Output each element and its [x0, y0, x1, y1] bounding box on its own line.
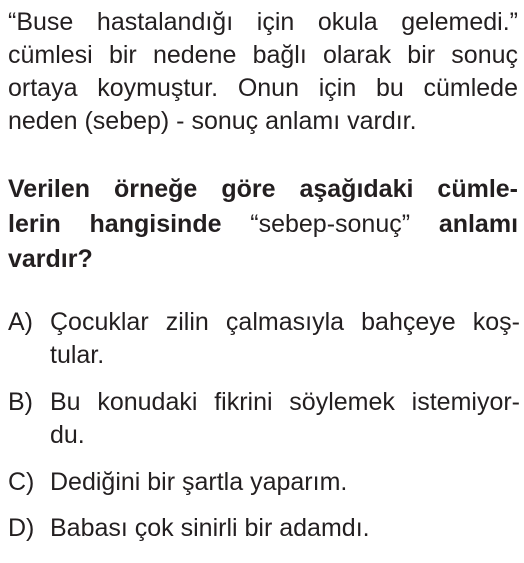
option-c[interactable] [8, 466, 520, 499]
option-line: tular. [50, 341, 105, 369]
question-bold-text: lerin hangisinde [8, 210, 222, 238]
option-letter: A) [8, 308, 33, 336]
option-a[interactable] [8, 306, 520, 372]
option-text [50, 306, 520, 372]
option-line: Babası çok sinirli bir adamdı. [50, 514, 370, 542]
option-text [50, 512, 520, 545]
option-text [50, 466, 520, 499]
option-line: Dediğini bir şartla yaparım. [50, 468, 348, 496]
question-line [8, 207, 518, 242]
question-line: Verilen örneğe göre aşağıdaki cümle- [8, 175, 518, 203]
option-letter: C) [8, 468, 35, 496]
intro-line: ortaya koymuştur. Onun için bu cümlede [8, 74, 518, 102]
option-b[interactable] [8, 386, 520, 452]
option-text [50, 386, 520, 452]
question-line: vardır? [8, 245, 93, 273]
intro-line: neden (sebep) - sonuç anlamı vardır. [8, 107, 417, 135]
intro-paragraph [8, 6, 518, 138]
option-letter: D) [8, 514, 35, 542]
intro-line: cümlesi bir nedene bağlı olarak bir sonuç [8, 41, 518, 69]
option-d[interactable] [8, 512, 520, 545]
option-line: Çocuklar zilin çalmasıyla bahçeye koş- [50, 308, 520, 336]
answer-options [8, 306, 520, 545]
question-stem [8, 172, 518, 277]
option-line: Bu konudaki fikrini söylemek istemiyor- [50, 388, 520, 416]
question-quoted-term: “sebep-sonuç” [250, 210, 411, 238]
option-letter: B) [8, 388, 33, 416]
question-bold-text: anlamı [438, 210, 519, 238]
option-line: du. [50, 421, 85, 449]
intro-line: “Buse hastalandığı için okula gelemedi.” [8, 8, 518, 36]
